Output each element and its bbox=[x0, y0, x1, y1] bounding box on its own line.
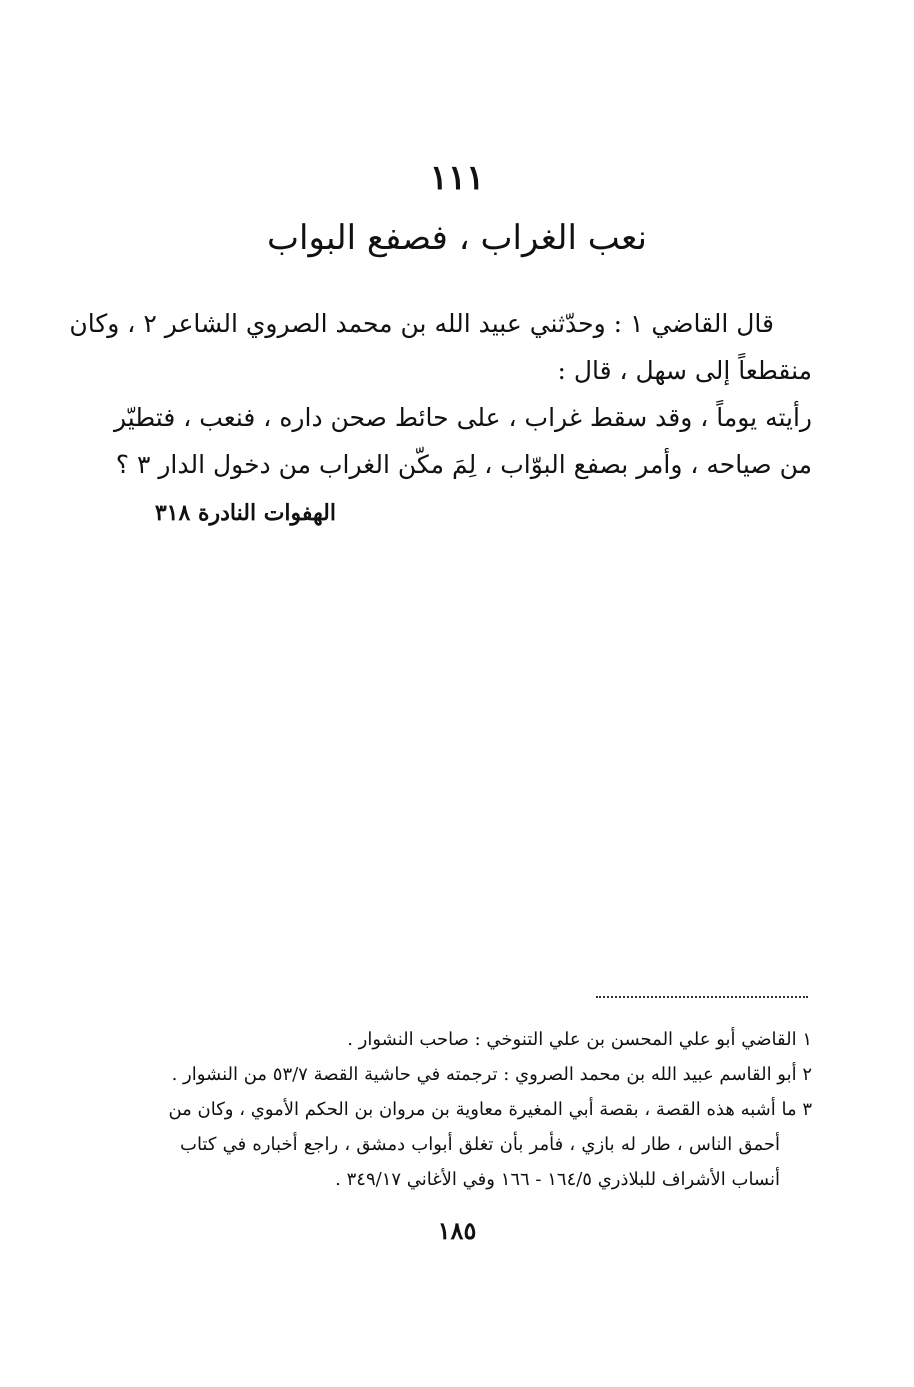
page-number: ١٨٥ bbox=[437, 1216, 477, 1245]
source-citation: الهفوات النادرة ٣١٨ bbox=[154, 500, 336, 526]
footnote-2: ٢ أبو القاسم عبيد الله بن محمد الصروي : ترجمته في حاشية القصة ٥٣/٧ من النشوار . bbox=[171, 1064, 812, 1085]
paragraph-2-line-2: من صياحه ، وأمر بصفع البوّاب ، لِمَ مكّن الغراب من دخول الدار ٣ ؟ bbox=[115, 450, 812, 479]
footnote-3-line-2: أحمق الناس ، طار له بازي ، فأمر بأن تغلق أبواب دمشق ، راجع أخباره في كتاب bbox=[180, 1134, 780, 1155]
footnotes bbox=[168, 1022, 812, 1197]
paragraph-2-line-1: رأيته يوماً ، وقد سقط غراب ، على حائط صحن داره ، فنعب ، فتطيّر bbox=[113, 403, 812, 432]
footnote-3-line-3: أنساب الأشراف للبلاذري ١٦٤/٥ - ١٦٦ وفي الأغاني ٣٤٩/١٧ . bbox=[335, 1169, 780, 1190]
paragraph-1 bbox=[69, 300, 812, 394]
footnote-separator bbox=[596, 996, 808, 998]
chapter-number: ١١١ bbox=[429, 158, 485, 198]
paragraph-2 bbox=[113, 394, 812, 488]
footnote-1: ١ القاضي أبو علي المحسن بن علي التنوخي : صاحب النشوار . bbox=[347, 1029, 812, 1050]
footnote-3-line-1: ٣ ما أشبه هذه القصة ، بقصة أبي المغيرة معاوية بن مروان بن الحكم الأموي ، وكان من bbox=[168, 1099, 812, 1120]
paragraph-1-line-1: قال القاضي ١ : وحدّثني عبيد الله بن محمد الصروي الشاعر ٢ ، وكان bbox=[69, 309, 774, 338]
page-title: نعب الغراب ، فصفع البواب bbox=[267, 218, 647, 258]
paragraph-1-line-2: منقطعاً إلى سهل ، قال : bbox=[557, 356, 812, 385]
